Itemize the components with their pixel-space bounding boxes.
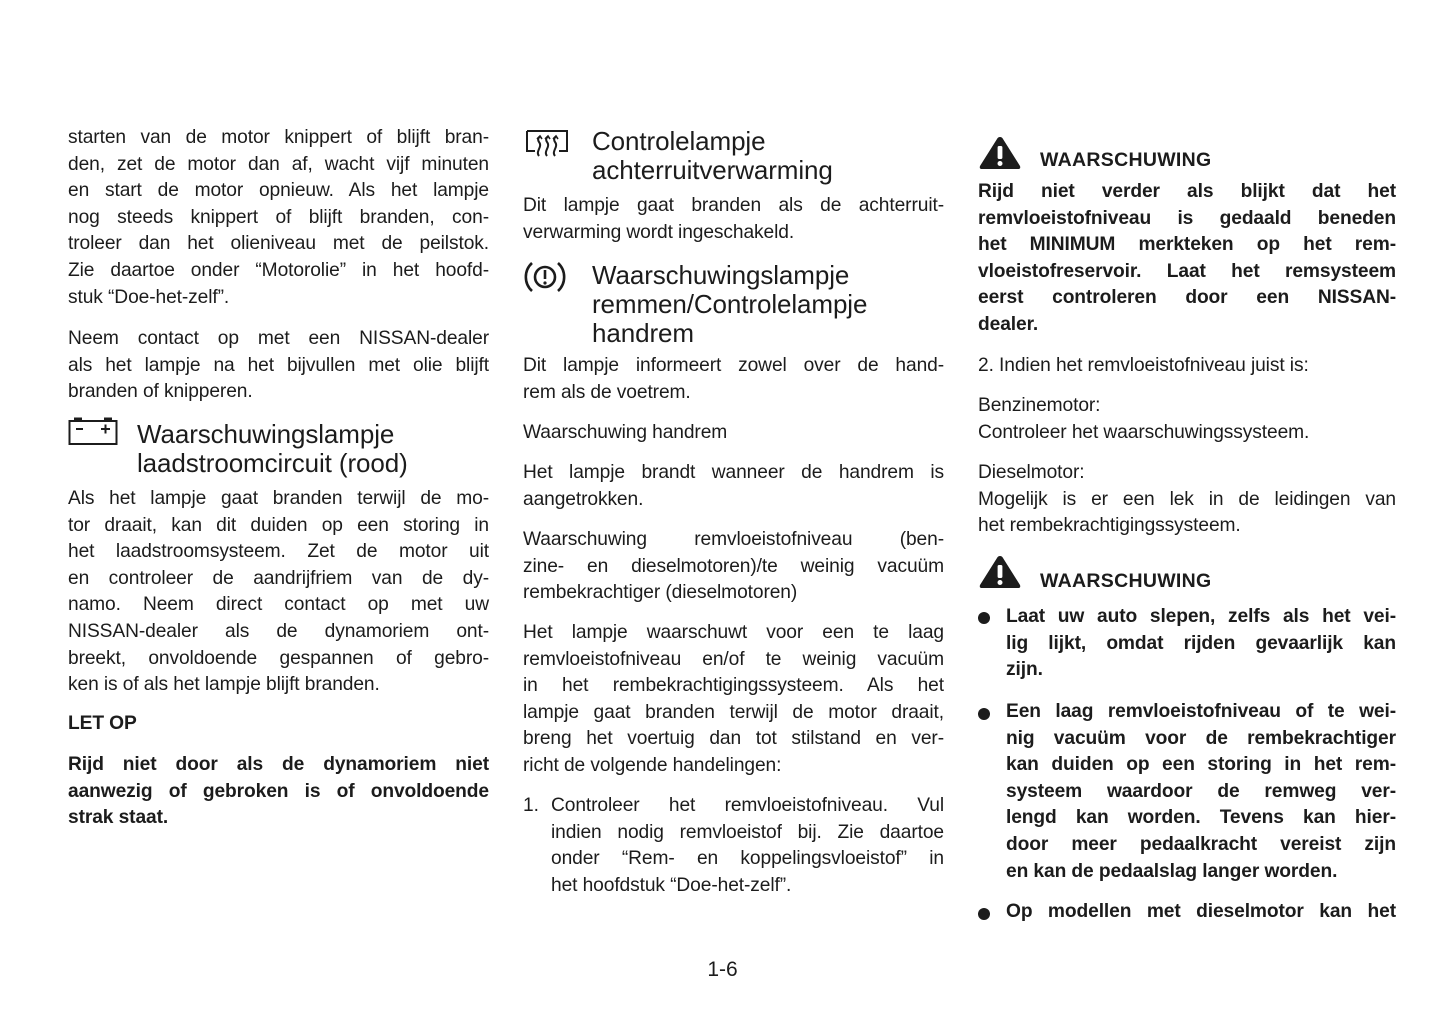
paragraph-brake-body [523, 353, 944, 406]
paragraph-contact-dealer [68, 326, 489, 406]
heading-brake-warning [592, 261, 867, 348]
text-line: en controleer de aandrijfriem van de dy- [68, 567, 489, 589]
text-line: het laadstroomsysteem. Zet de motor uit [68, 541, 489, 563]
paragraph-oil-warning [68, 125, 489, 311]
paragraph-charge-body [68, 486, 489, 699]
text-line: aanwezig of gebroken is of onvoldoende [68, 780, 489, 802]
heading-line: Controlelampje [592, 126, 766, 156]
text-line: en kan de pedaalslag langer worden. [1006, 860, 1338, 882]
text-line: nig vacuüm voor de rembekrachtiger [1006, 727, 1396, 749]
subheading-handbrake [523, 420, 944, 447]
text-line: Zie daartoe onder “Motorolie” in het hoofd- [68, 259, 489, 281]
text-line: kan duiden op een storing in het rem- [1006, 754, 1396, 776]
warning-triangle-icon [978, 554, 1022, 590]
text-line: breekt, onvoldoende gespannen of gebro- [68, 647, 489, 669]
text-line: Rijd niet door als de dynamoriem niet [68, 754, 489, 775]
caution-title [68, 711, 489, 738]
text-line: Het lampje brandt wanneer de handrem is [523, 462, 944, 483]
text-line: en start de motor opnieuw. Als het lampje [68, 180, 489, 202]
text-line: het hoofdstuk “Doe-het-zelf”. [551, 874, 792, 896]
caution-title-text: LET OP [68, 713, 137, 734]
bullet-icon [978, 708, 990, 720]
petrol-engine [978, 393, 1396, 446]
step-1-number [523, 793, 547, 820]
warning-triangle-icon [978, 135, 1022, 171]
text-line: troleer dan het olieniveau met de peilstok. [68, 233, 489, 255]
text-line: dealer. [978, 313, 1039, 335]
text-line: Als het lampje gaat branden terwijl de mo- [68, 488, 489, 509]
warning-2-bullet-1 [1006, 604, 1396, 684]
petrol-label: Benzinemotor: [978, 395, 1101, 416]
text-line: het MINIMUM merkteken op het rem- [978, 234, 1396, 256]
text-line: starten van de motor knippert of blijft bran- [68, 127, 489, 148]
heading-line: handrem [592, 318, 694, 348]
text-line: lengd kan worden. Tevens kan hier- [1006, 807, 1396, 829]
text-line: door meer pedaalkracht vereist zijn [1006, 833, 1396, 855]
step-2 [978, 353, 1396, 380]
text-line: tor draait, kan dit duiden op een storing in [68, 514, 489, 536]
text-line: remvloeistofniveau is gedaald beneden [978, 207, 1396, 229]
text-line: verwarming wordt ingeschakeld. [523, 221, 795, 243]
text-line: lampje gaat branden terwijl de motor draait, [523, 701, 944, 723]
text-line: Controleer het remvloeistofniveau. Vul [551, 795, 944, 816]
text-line: Dit lampje informeert zowel over de hand- [523, 355, 944, 376]
text-line: branden of knipperen. [68, 381, 253, 403]
diesel-engine [978, 460, 1396, 540]
text-line: lig lijkt, omdat rijden gevaarlijk kan [1006, 632, 1396, 654]
text-line: NISSAN-dealer als de dynamoriem ont- [68, 620, 489, 642]
text-line: Waarschuwing remvloeistofniveau (ben- [523, 529, 944, 550]
text-line: zine- en dieselmotoren)/te weinig vacuüm [523, 555, 944, 577]
warning-2-bullet-3 [1006, 899, 1396, 926]
text-line: eerst controleren door een NISSAN- [978, 287, 1396, 309]
warning-2-bullet-2 [1006, 699, 1396, 885]
paragraph-handbrake-body [523, 460, 944, 513]
heading-line: remmen/Controlelampje [592, 289, 868, 319]
text-line: het rembekrachtigingssysteem. [978, 515, 1241, 537]
text-line: als het lampje na het bijvullen met olie blijft [68, 354, 489, 376]
rear-window-defroster-icon [525, 129, 569, 159]
text-line: Rijd niet verder als blijkt dat het [978, 181, 1396, 202]
text-line: strak staat. [68, 807, 169, 829]
text-line: nog steeds knippert of blijft branden, con- [68, 206, 489, 228]
caution-body [68, 752, 489, 832]
text-line: Een laag remvloeistofniveau of te wei- [1006, 701, 1396, 722]
text-line: onder “Rem- en koppelingsvloeistof” in [551, 848, 944, 870]
text-line: Mogelijk is er een lek in de leidingen van [978, 488, 1396, 510]
text-line: indien nodig remvloeistof bij. Zie daartoe [551, 821, 944, 843]
battery-icon [68, 416, 118, 446]
text-line: Op modellen met dieselmotor kan het [1006, 901, 1396, 922]
text-line: breng het voertuig dan tot stilstand en ver- [523, 728, 944, 750]
text-line: Het lampje waarschuwt voor een te laag [523, 622, 944, 643]
heading-line: achterruitverwarming [592, 155, 833, 185]
text-line: remvloeistofniveau en/of te weinig vacuüm [523, 648, 944, 670]
warning-title: WAARSCHUWING [1040, 149, 1212, 171]
text-line: Dit lampje gaat branden als de achterruit- [523, 195, 944, 216]
heading-charge-warning [137, 420, 408, 478]
text-line: namo. Neem direct contact op met uw [68, 594, 489, 616]
text-line: rem als de voetrem. [523, 381, 691, 403]
text-line: systeem waardoor de remweg ver- [1006, 780, 1396, 802]
bullet-icon [978, 908, 990, 920]
heading-line: Waarschuwingslampje [137, 419, 395, 449]
brake-warning-icon [524, 259, 566, 295]
text-line: den, zet de motor dan af, wacht vijf minuten [68, 153, 489, 175]
subheading-text: Waarschuwing handrem [523, 422, 728, 443]
text-line: aangetrokken. [523, 488, 644, 510]
text-line: in het rembekrachtigingssysteem. Als het [523, 675, 944, 697]
text-line: vloeistofreservoir. Laat het remsysteem [978, 260, 1396, 282]
page-number: 1-6 [707, 958, 738, 981]
subheading-brake-fluid [523, 527, 944, 607]
heading-line: laadstroomcircuit (rood) [137, 448, 408, 478]
text-line: Neem contact op met een NISSAN-dealer [68, 328, 489, 349]
warning-title: WAARSCHUWING [1040, 570, 1212, 592]
text-line: rembekrachtiger (dieselmotoren) [523, 582, 798, 604]
step-number-text: 1. [523, 795, 539, 816]
heading-defroster [592, 127, 833, 185]
diesel-label: Dieselmotor: [978, 462, 1085, 483]
petrol-text: Controleer het waarschuwingssysteem. [978, 421, 1310, 443]
text-line: Laat uw auto slepen, zelfs als het vei- [1006, 606, 1396, 627]
text-line: stuk “Doe-het-zelf”. [68, 286, 230, 308]
warning-1-body [978, 179, 1396, 339]
bullet-icon [978, 612, 990, 624]
heading-line: Waarschuwingslampje [592, 260, 850, 290]
text-line: richt de volgende handelingen: [523, 754, 782, 776]
step-2-text: 2. Indien het remvloeistofniveau juist is: [978, 355, 1309, 376]
text-line: ken is of als het lampje blijft branden. [68, 674, 380, 696]
text-line: zijn. [1006, 659, 1043, 681]
paragraph-brake-fluid-body [523, 620, 944, 780]
step-1-body [551, 793, 944, 899]
paragraph-defroster-body [523, 193, 944, 246]
